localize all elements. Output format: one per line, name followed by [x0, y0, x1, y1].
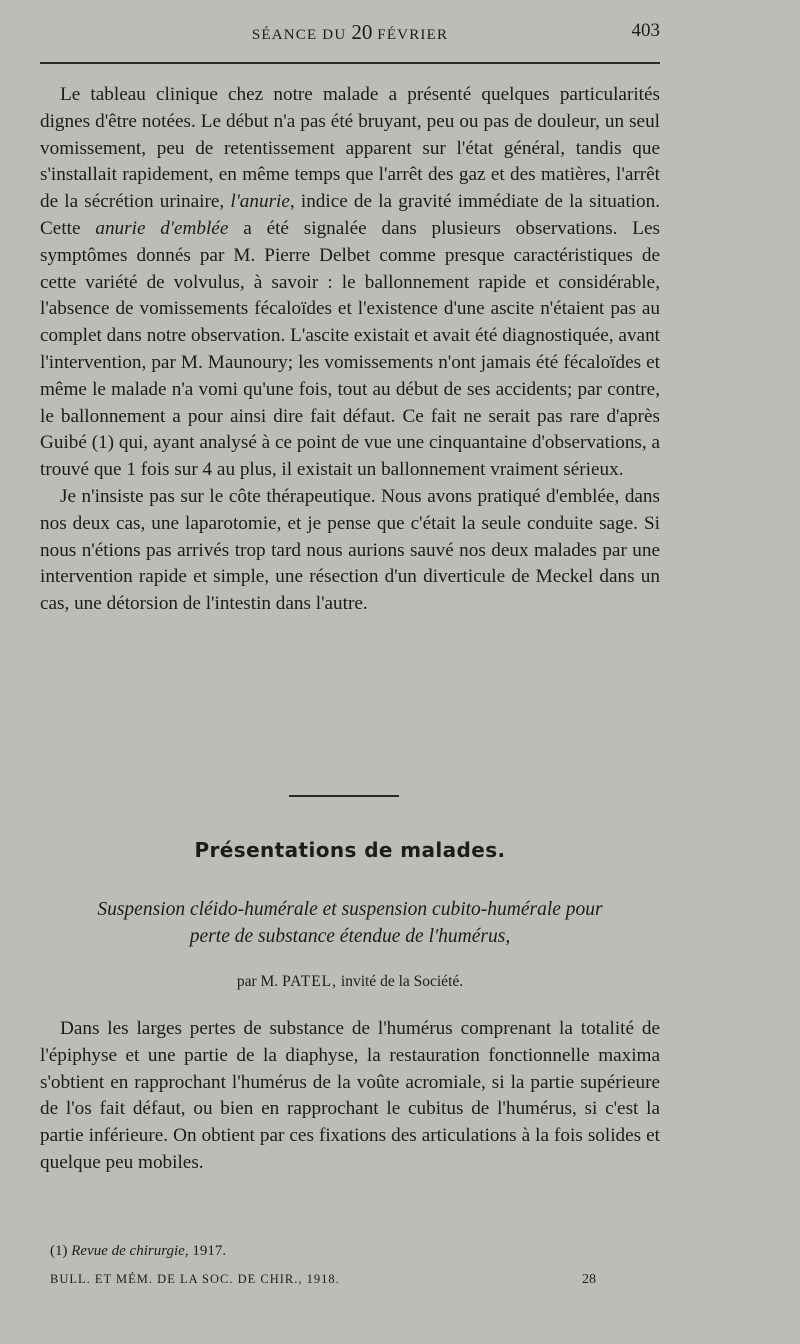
footer-signature: 28 [582, 1272, 596, 1287]
page-footer [50, 1272, 596, 1292]
running-title-month: FÉVRIER [377, 27, 449, 43]
emphasis-anurie-demblee: anurie d'emblée [95, 217, 229, 239]
byline-prefix: par M. [236, 973, 279, 990]
header-rule [40, 62, 660, 64]
running-title-prefix: SÉANCE DU [251, 27, 347, 43]
page-number: 403 [631, 20, 660, 41]
footer-journal: BULL. ET MÉM. DE LA SOC. DE CHIR., 1918. [50, 1272, 340, 1286]
article-byline [40, 973, 660, 991]
running-title [40, 20, 660, 45]
emphasis-anurie: l'anurie [230, 191, 290, 213]
article-title [40, 896, 660, 950]
text-block-top [40, 82, 660, 618]
running-head [40, 20, 660, 46]
byline-suffix: invité de la Société. [340, 973, 464, 990]
section-heading: Présentations de malades. [194, 838, 506, 862]
article-body [40, 1016, 660, 1177]
footnote-source: Revue de chirurgie [71, 1243, 185, 1259]
section-separator [289, 795, 399, 797]
running-title-day: 20 [351, 20, 373, 44]
paragraph-clinical-part3: a été signalée dans plusieurs observations. Les symptômes donnés par M. Pierre Delbet comme presque caractéristiques de cette variété de volvulus, à savoir : le ballonnement rapide et considérable, l'absence de vomissements fécaloïdes et l'existence d'une ascite n'étaient pas au complet dans notre observation. L'ascite existait et avait été diagnostiquée, avant l'intervention, par M. Maunoury; les vomissements n'ont jamais été fécaloïdes et même le malade n'a vomi qu'une fois, tout au début de ses accidents; par contre, le ballonnement a pour ainsi dire fait défaut. Ce fait ne serait pas rare d'après Guibé (1) qui, ayant analysé à ce point de vue une cinquantaine d'observations, a trouvé que 1 fois sur 4 au plus, il existait un ballonnement vraiment sérieux. [40, 217, 661, 481]
article-title-line-1: Suspension cléido-humérale et suspension cubito-humérale pour [97, 899, 603, 920]
paragraph-clinical-part1: Le tableau clinique chez notre malade a présenté quelques particularités dignes d'être notées. Le début n'a pas été bruyant, peu ou pas de douleur, un seul vomissement, peu de retentissement apparent sur l'état général, tandis que s'installait rapidement, en même temps que l'arrêt des gaz et des matières, l'arrêt de la sécrétion urinaire, [40, 84, 660, 213]
footnote [50, 1243, 226, 1260]
paragraph-article: Dans les larges pertes de substance de l'humérus comprenant la totalité de l'épiphyse et une partie de la diaphyse, la restauration fonctionnelle maxima s'obtient en rapprochant l'humérus de la voûte acromiale, si la partie supérieure de l'os fait défaut, ou bien en rapprochant le cubitus de l'humérus, si c'est la partie inférieure. On obtient par ces fixations des articulations à la fois solides et quelque peu mobiles. [40, 1018, 660, 1173]
byline-author: PATEL, [282, 973, 338, 990]
paragraph-clinical [40, 82, 660, 484]
footnote-year: , 1917. [184, 1243, 227, 1259]
paragraph-clinical-part2: , indice de la gravité immédiate de la situation. Cette [40, 191, 660, 239]
paragraph-therapeutic: Je n'insiste pas sur le côte thérapeutique. Nous avons pratiqué d'emblée, dans nos deux cas, une laparotomie, et je pense que c'était la seule conduite sage. Si nous n'étions pas arrivés trop tard nous aurions sauvé nos deux malades par une intervention rapide et simple, une résection d'un diverticule de Meckel dans un cas, une détorsion de l'intestin dans l'autre. [40, 485, 660, 615]
footnote-marker: (1) [50, 1243, 68, 1259]
article-title-line-2: perte de substance étendue de l'humérus, [189, 926, 511, 947]
